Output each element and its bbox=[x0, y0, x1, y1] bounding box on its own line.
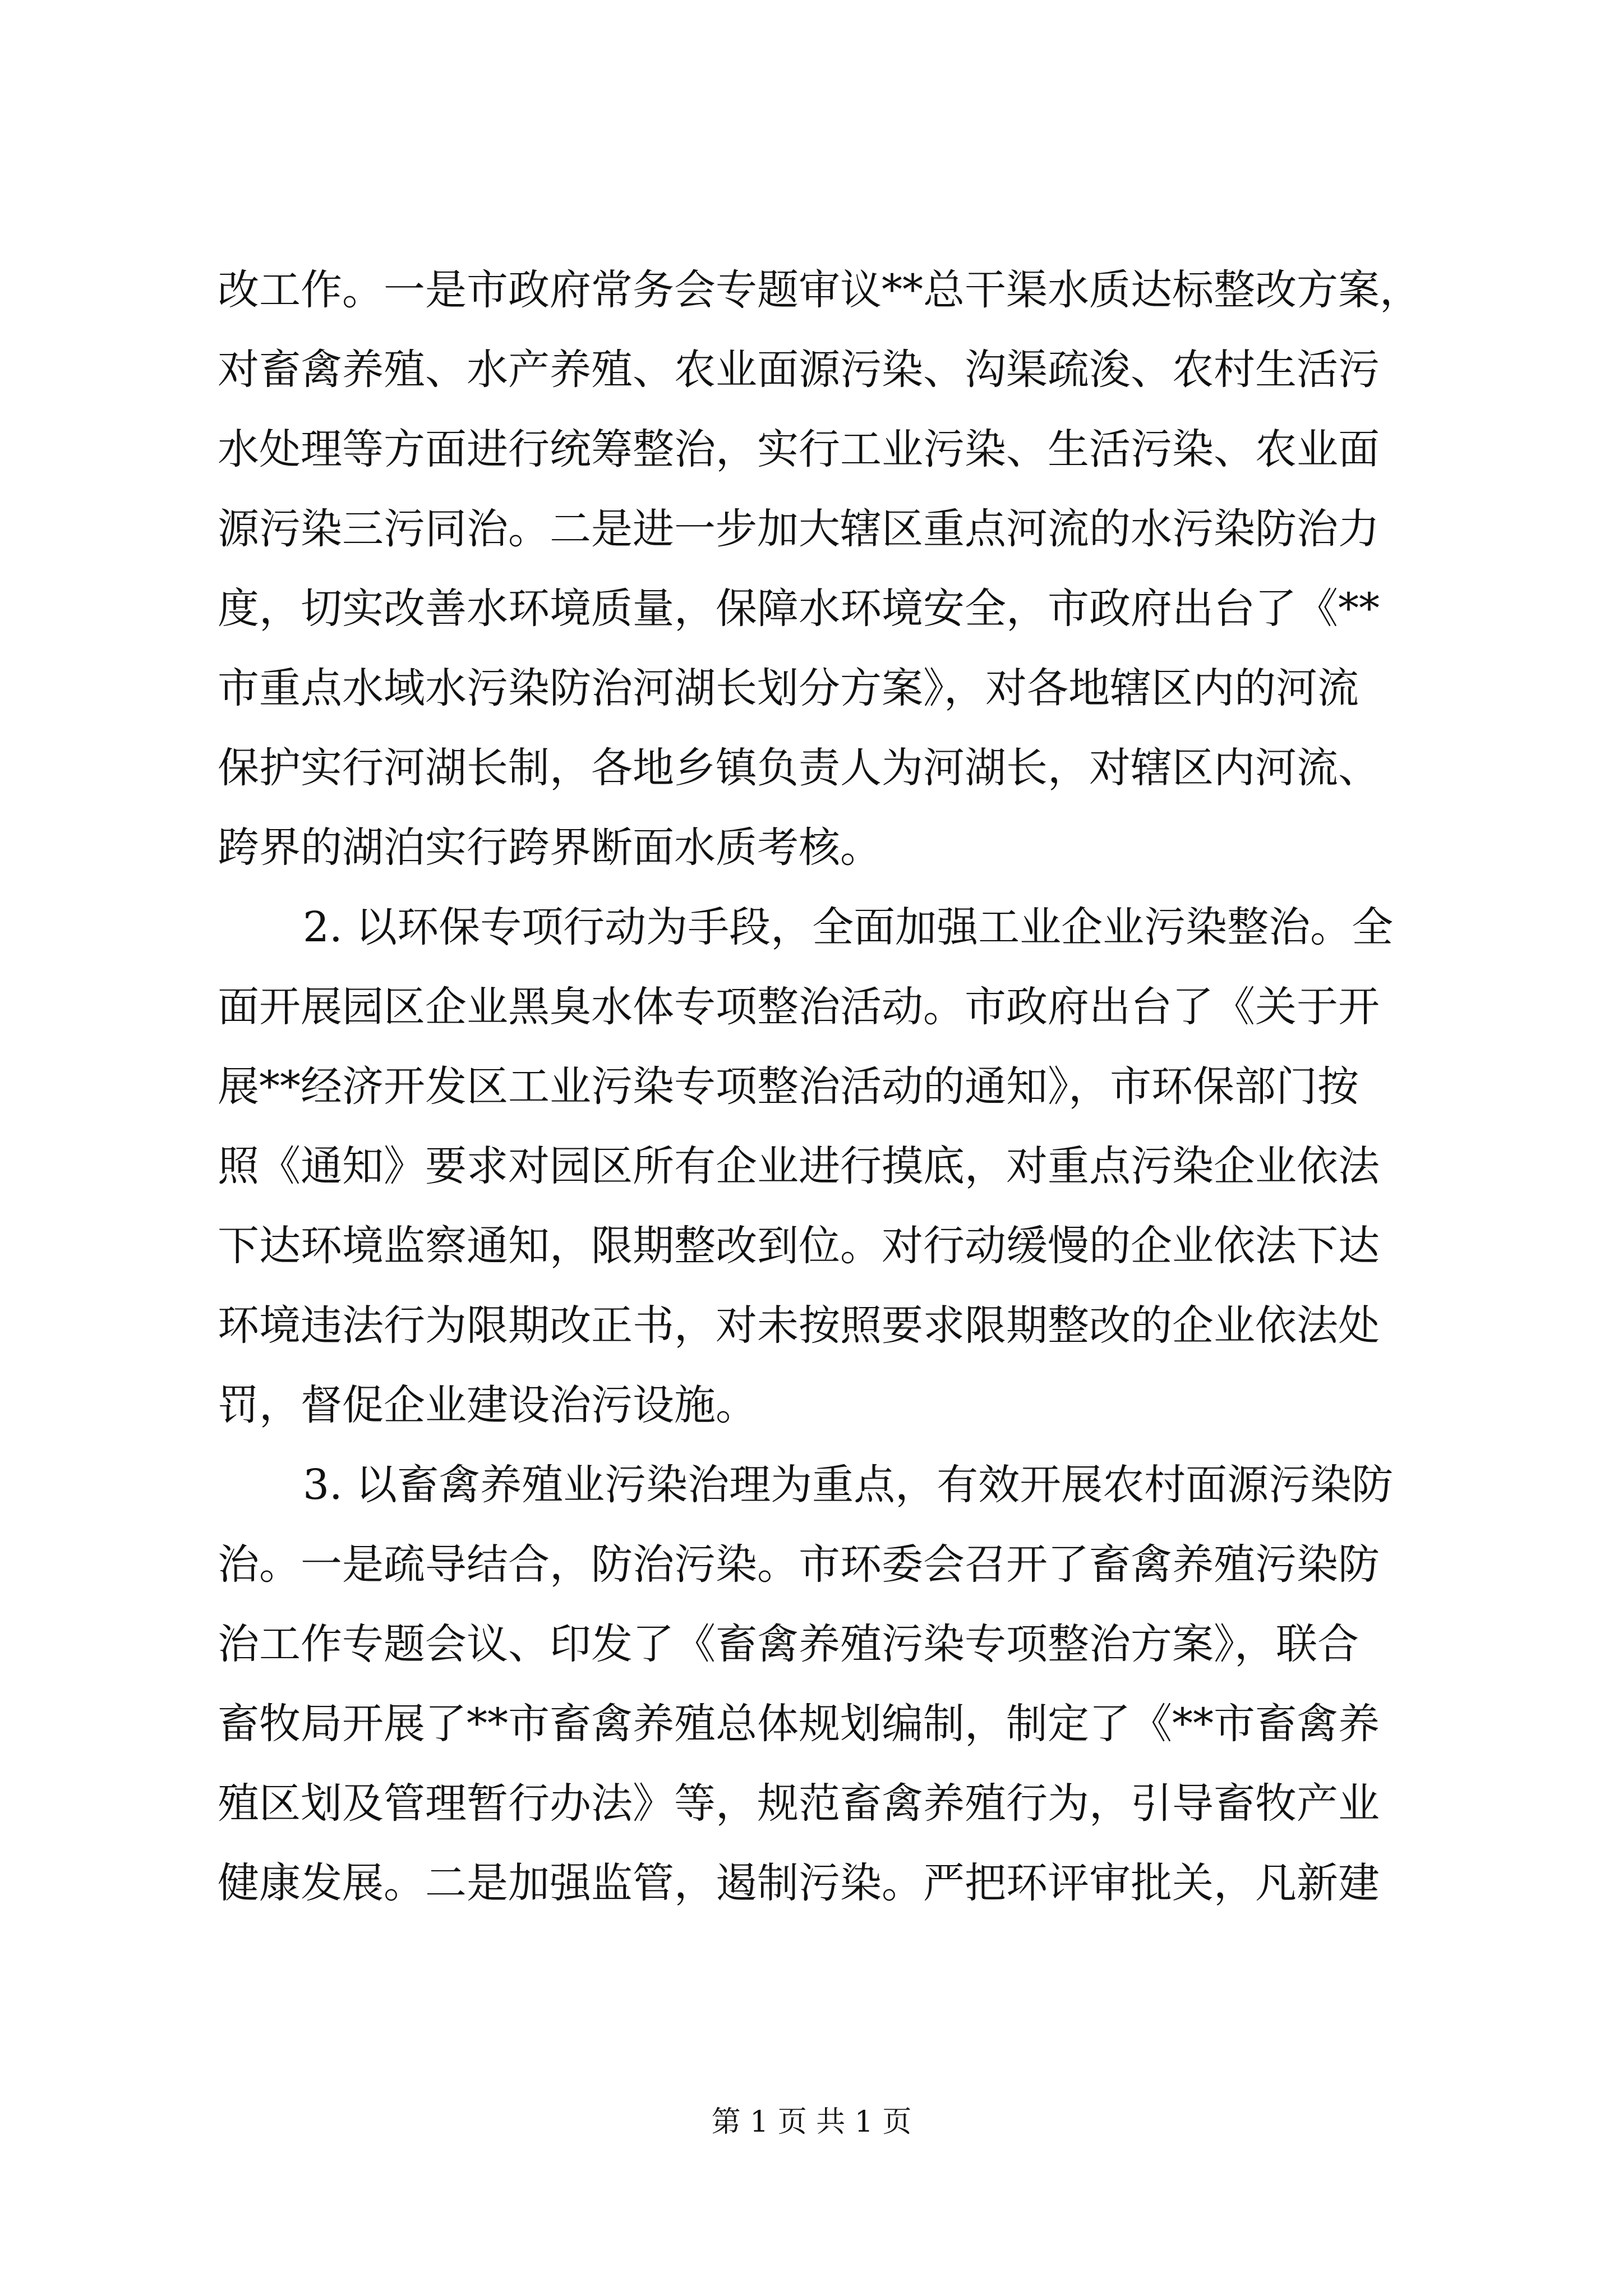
text-line: 下达环境监察通知，限期整改到位。对行动缓慢的企业依法下达 bbox=[218, 1222, 1380, 1270]
body-text bbox=[218, 250, 1440, 1923]
text-line: 治。一是疏导结合，防治污染。市环委会召开了畜禽养殖污染防 bbox=[218, 1540, 1380, 1589]
text-line: 水处理等方面进行统筹整治，实行工业污染、生活污染、农业面 bbox=[218, 425, 1380, 473]
text-line: 改工作。一是市政府常务会专题审议**总干渠水质达标整改方案， bbox=[218, 266, 1421, 314]
paragraph-start-line: 3. 以畜禽养殖业污染治理为重点，有效开展农村面源污染防 bbox=[303, 1461, 1394, 1509]
paragraph-start-line: 2. 以环保专项行动为手段，全面加强工业企业污染整治。全 bbox=[303, 903, 1394, 951]
text-line: 面开展园区企业黑臭水体专项整治活动。市政府出台了《关于开 bbox=[218, 983, 1380, 1031]
page-footer: 第 1 页 共 1 页 bbox=[711, 2105, 912, 2139]
text-line: 源污染三污同治。二是进一步加大辖区重点河流的水污染防治力 bbox=[218, 505, 1380, 553]
text-line: 度，切实改善水环境质量，保障水环境安全，市政府出台了《** bbox=[218, 585, 1380, 633]
text-line: 保护实行河湖长制，各地乡镇负责人为河湖长，对辖区内河流、 bbox=[218, 744, 1380, 792]
text-line: 畜牧局开展了**市畜禽养殖总体规划编制，制定了《**市畜禽养 bbox=[218, 1700, 1380, 1748]
text-line: 罚，督促企业建设治污设施。 bbox=[218, 1381, 757, 1429]
text-line: 市重点水域水污染防治河湖长划分方案》，对各地辖区内的河流 bbox=[218, 664, 1359, 712]
text-line: 对畜禽养殖、水产养殖、农业面源污染、沟渠疏浚、农村生活污 bbox=[218, 346, 1380, 394]
text-line: 跨界的湖泊实行跨界断面水质考核。 bbox=[218, 823, 882, 872]
text-line: 治工作专题会议、印发了《畜禽养殖污染专项整治方案》，联合 bbox=[218, 1620, 1359, 1668]
text-line: 环境违法行为限期改正书，对未按照要求限期整改的企业依法处 bbox=[218, 1301, 1380, 1350]
text-line: 健康发展。二是加强监管，遏制污染。严把环评审批关，凡新建 bbox=[218, 1859, 1380, 1907]
text-line: 殖区划及管理暂行办法》等，规范畜禽养殖行为，引导畜牧产业 bbox=[218, 1779, 1380, 1828]
text-line: 照《通知》要求对园区所有企业进行摸底，对重点污染企业依法 bbox=[218, 1142, 1380, 1190]
text-line: 展**经济开发区工业污染专项整治活动的通知》，市环保部门按 bbox=[218, 1062, 1359, 1111]
